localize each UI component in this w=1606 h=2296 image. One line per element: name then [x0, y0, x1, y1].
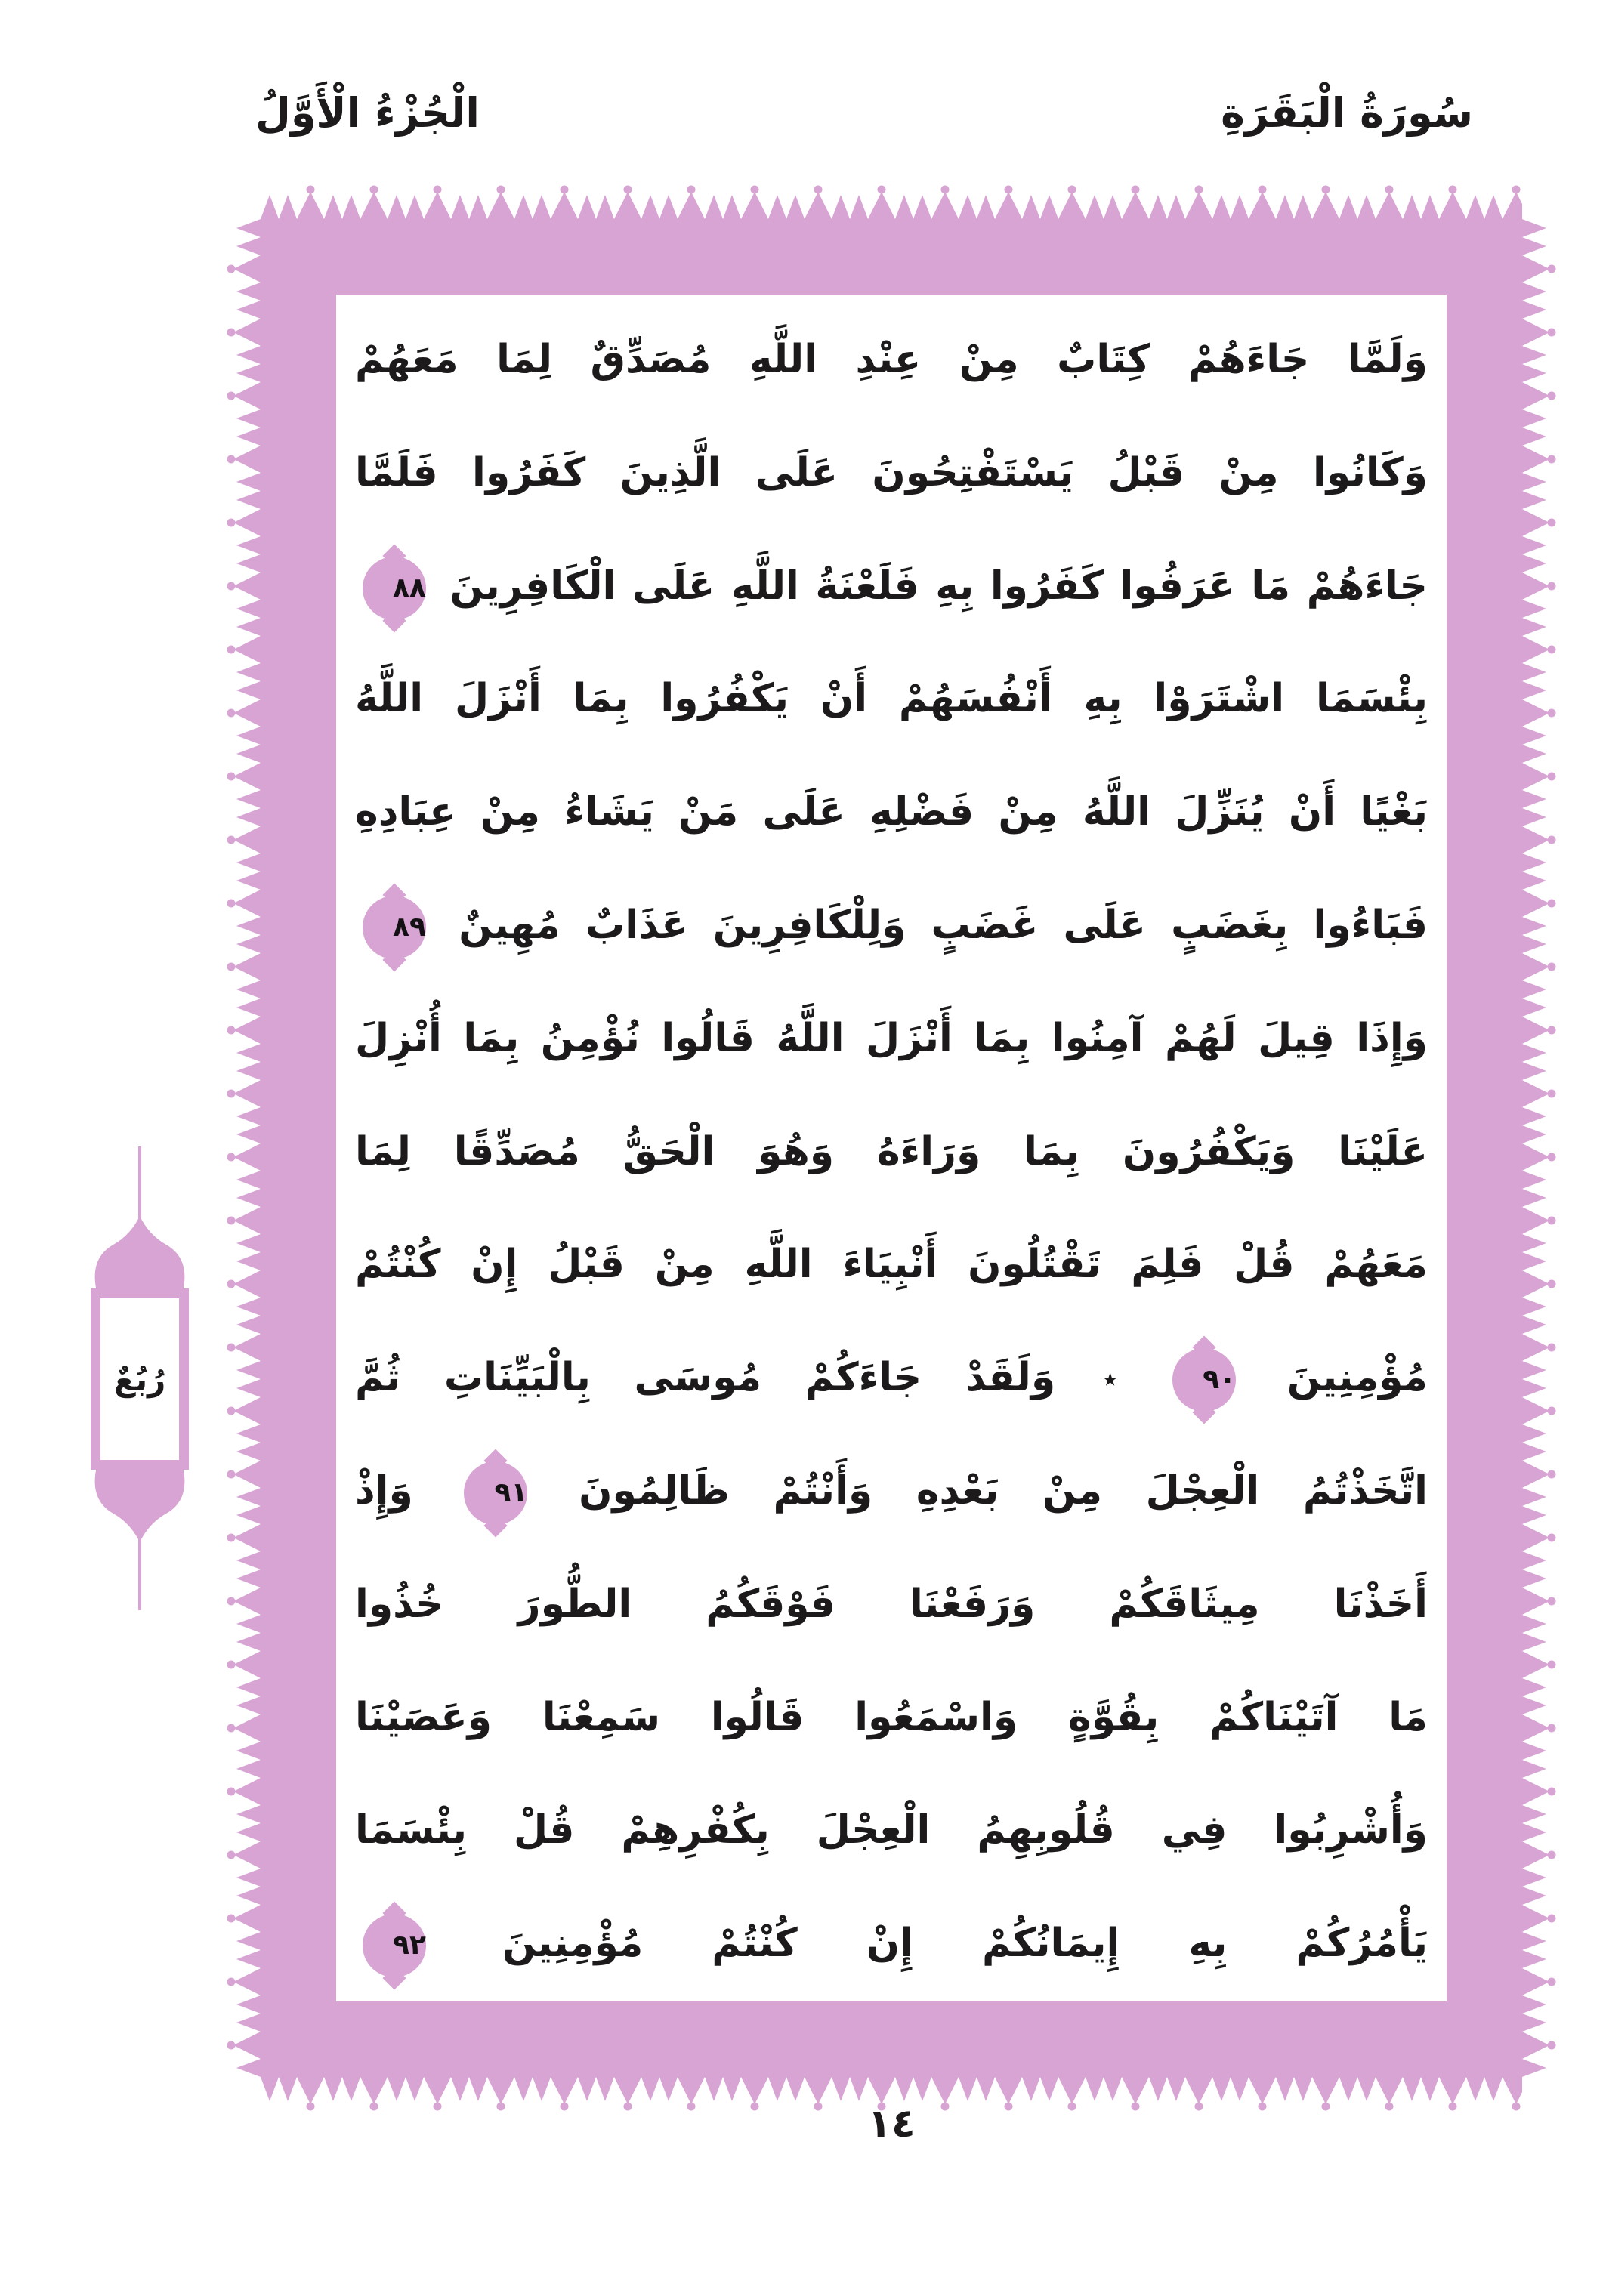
rub-marker-ornament [89, 1146, 190, 1610]
surah-title: سُورَةُ الْبَقَرَةِ [1221, 89, 1473, 137]
ayah-text: وَإِذْ [355, 1467, 413, 1514]
ayah-text: وَلَقَدْ جَاءَكُمْ مُوسَى بِالْبَيِّنَاتِ ثُمَّ [355, 1355, 1056, 1401]
juz-title: الْجُزْءُ الْأَوَّلُ [255, 89, 480, 137]
rub-marker-dome-bottom [89, 1467, 190, 1542]
quran-line [355, 1887, 1428, 2001]
frame-fringe-top [261, 184, 1522, 219]
verse-number-medallion: ٩٢ [363, 1914, 426, 1977]
page-number: ١٤ [867, 2101, 916, 2146]
quran-line [355, 1208, 1428, 1322]
verse-number-medallion: ٩٠ [1172, 1348, 1236, 1412]
rub-marker-dome-top [89, 1216, 190, 1292]
rub-el-hizb-star-icon: ٭ [1101, 1362, 1119, 1397]
frame-fringe-left [226, 219, 261, 2077]
quran-line [355, 983, 1428, 1096]
ayah-text: اتَّخَذْتُمُ الْعِجْلَ مِنْ بَعْدِهِ وَأَنْتُمْ ظَالِمُونَ [579, 1467, 1428, 1514]
quran-line [355, 1662, 1428, 1775]
ayah-text: فَبَاءُوا بِغَضَبٍ عَلَى غَضَبٍ وَلِلْكَافِرِينَ عَذَابٌ مُهِينٌ [459, 902, 1428, 948]
ayah-text: وَإِذَا قِيلَ لَهُمْ آمِنُوا بِمَا أَنْزَلَ اللَّهُ قَالُوا نُؤْمِنُ بِمَا أُنْزِلَ [355, 1015, 1428, 1061]
quran-line [355, 1774, 1428, 1887]
ayah-text: مَا آتَيْنَاكُمْ بِقُوَّةٍ وَاسْمَعُوا قَالُوا سَمِعْنَا وَعَصَيْنَا [355, 1694, 1428, 1740]
quran-line [355, 1322, 1428, 1435]
ayah-text: يَأْمُرُكُمْ بِهِ إِيمَانُكُمْ إِنْ كُنْتُمْ مُؤْمِنِينَ [502, 1921, 1428, 1967]
quran-line [355, 643, 1428, 756]
ayah-text: وَكَانُوا مِنْ قَبْلُ يَسْتَفْتِحُونَ عَلَى الَّذِينَ كَفَرُوا فَلَمَّا [355, 449, 1428, 495]
ayah-text: جَاءَهُمْ مَا عَرَفُوا كَفَرُوا بِهِ فَلَعْنَةُ اللَّهِ عَلَى الْكَافِرِينَ [449, 563, 1428, 609]
ayah-text: أَخَذْنَا مِيثَاقَكُمْ وَرَفَعْنَا فَوْقَكُمُ الطُّورَ خُذُوا [355, 1581, 1428, 1627]
ayah-text: وَلَمَّا جَاءَهُمْ كِتَابٌ مِنْ عِنْدِ اللَّهِ مُصَدِّقٌ لِمَا مَعَهُمْ [355, 337, 1428, 382]
verse-number-medallion: ٨٨ [363, 557, 426, 620]
quran-line [355, 1548, 1428, 1662]
quran-line [355, 869, 1428, 983]
quran-lines [355, 304, 1428, 2001]
verse-number-medallion: ٨٩ [363, 896, 426, 959]
quran-line [355, 304, 1428, 417]
quran-line [355, 1096, 1428, 1209]
ayah-text: مَعَهُمْ قُلْ فَلِمَ تَقْتُلُونَ أَنْبِيَاءَ اللَّهِ مِنْ قَبْلُ إِنْ كُنْتُمْ [355, 1242, 1428, 1288]
quran-line [355, 756, 1428, 869]
ayah-text: بَغْيًا أَنْ يُنَزِّلَ اللَّهُ مِنْ فَضْلِهِ عَلَى مَنْ يَشَاءُ مِنْ عِبَادِهِ [355, 789, 1428, 835]
frame-fringe-right [1522, 219, 1557, 2077]
ayah-text: مُؤْمِنِينَ [1286, 1355, 1428, 1401]
rub-marker-label: رُبُعٌ [91, 1288, 189, 1470]
quran-line [355, 417, 1428, 530]
ayah-text: بِئْسَمَا اشْتَرَوْا بِهِ أَنْفُسَهُمْ أَنْ يَكْفُرُوا بِمَا أَنْزَلَ اللَّهُ [355, 676, 1428, 722]
verse-number-medallion: ٩١ [464, 1461, 527, 1525]
quran-line [355, 530, 1428, 643]
ayah-text: عَلَيْنَا وَيَكْفُرُونَ بِمَا وَرَاءَهُ وَهُوَ الْحَقُّ مُصَدِّقًا لِمَا [355, 1128, 1428, 1174]
quran-line [355, 1435, 1428, 1548]
ayah-text: وَأُشْرِبُوا فِي قُلُوبِهِمُ الْعِجْلَ بِكُفْرِهِمْ قُلْ بِئْسَمَا [355, 1807, 1428, 1853]
